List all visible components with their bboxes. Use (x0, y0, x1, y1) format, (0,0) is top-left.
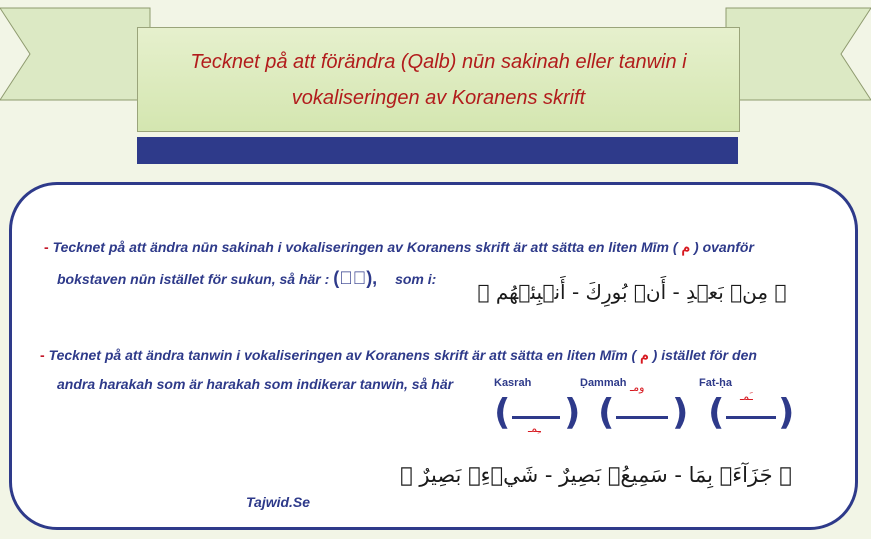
rule2-line2 (57, 376, 453, 392)
dammah-paren-open: ( (598, 392, 615, 433)
title-line-1: Tecknet på att förändra (Qalb) nūn sakinah eller tanwin i (190, 50, 687, 73)
kasrah-label: Kasrah (494, 377, 532, 389)
kasrah-paren-close: ) (564, 392, 581, 433)
rule1-text-d: som i: (395, 271, 437, 287)
fatha-mark: ـَمـ (740, 390, 753, 403)
rule2-arabic-example: ﴿ جَزَآءَۢ بِمَا - سَمِيعُۢ بَصِيرٌ - شَيۡءِۢ بَصِيرٌ ﴾ (400, 463, 792, 487)
rule1-mim: م (681, 239, 691, 255)
fatha-paren-close: ) (778, 392, 795, 433)
dammah-mark: ومـ (630, 381, 645, 394)
dammah-label: Ḍammah (580, 377, 627, 389)
fatha-paren-open: ( (708, 392, 725, 433)
rule1-bullet: - (44, 239, 49, 255)
fatha-dash (726, 416, 776, 419)
kasrah-mark: ـِمـ (528, 422, 541, 435)
rule1-nun-example: (نۢ), (333, 268, 378, 288)
title-underline-bar (137, 137, 738, 164)
rule2-text-c: andra harakah som är harakah som indikerar tanwin, så här (57, 376, 454, 392)
title-line-2: vokaliseringen av Koranens skrift (291, 86, 586, 109)
rule1-line1 (44, 239, 754, 256)
dammah-paren-close: ) (672, 392, 689, 433)
rule1-text-c: bokstaven nūn istället för sukun, så här : (57, 271, 330, 287)
brand-label: Tajwid.Se (246, 494, 311, 510)
rule2-text-b: ) istället för den (652, 347, 757, 363)
rule1-arabic-example: ﴿ مِنۢ بَعۡدِ - أَنۢ بُورِكَ - أَنۢبِئۡهُم ﴾ (477, 280, 787, 304)
rule2-line1 (40, 347, 757, 364)
rule1-text-a: Tecknet på att ändra nūn sakinah i vokaliseringen av Koranens skrift är att sätta en liten Mīm ( (52, 239, 678, 255)
rule1-text-b: ) ovanför (694, 239, 754, 255)
kasrah-dash (512, 416, 560, 419)
kasrah-paren-open: ( (494, 392, 511, 433)
fatha-label: Fat-ḥa (699, 377, 732, 389)
rule2-text-a: Tecknet på att ändra tanwin i vokaliseringen av Koranens skrift är att sätta en liten Mīm ( (48, 347, 637, 363)
dammah-dash (616, 416, 668, 419)
rule1-line2 (57, 268, 436, 289)
rule2-mim: م (640, 347, 649, 363)
title-banner (137, 27, 740, 132)
rule2-bullet: - (40, 347, 45, 363)
